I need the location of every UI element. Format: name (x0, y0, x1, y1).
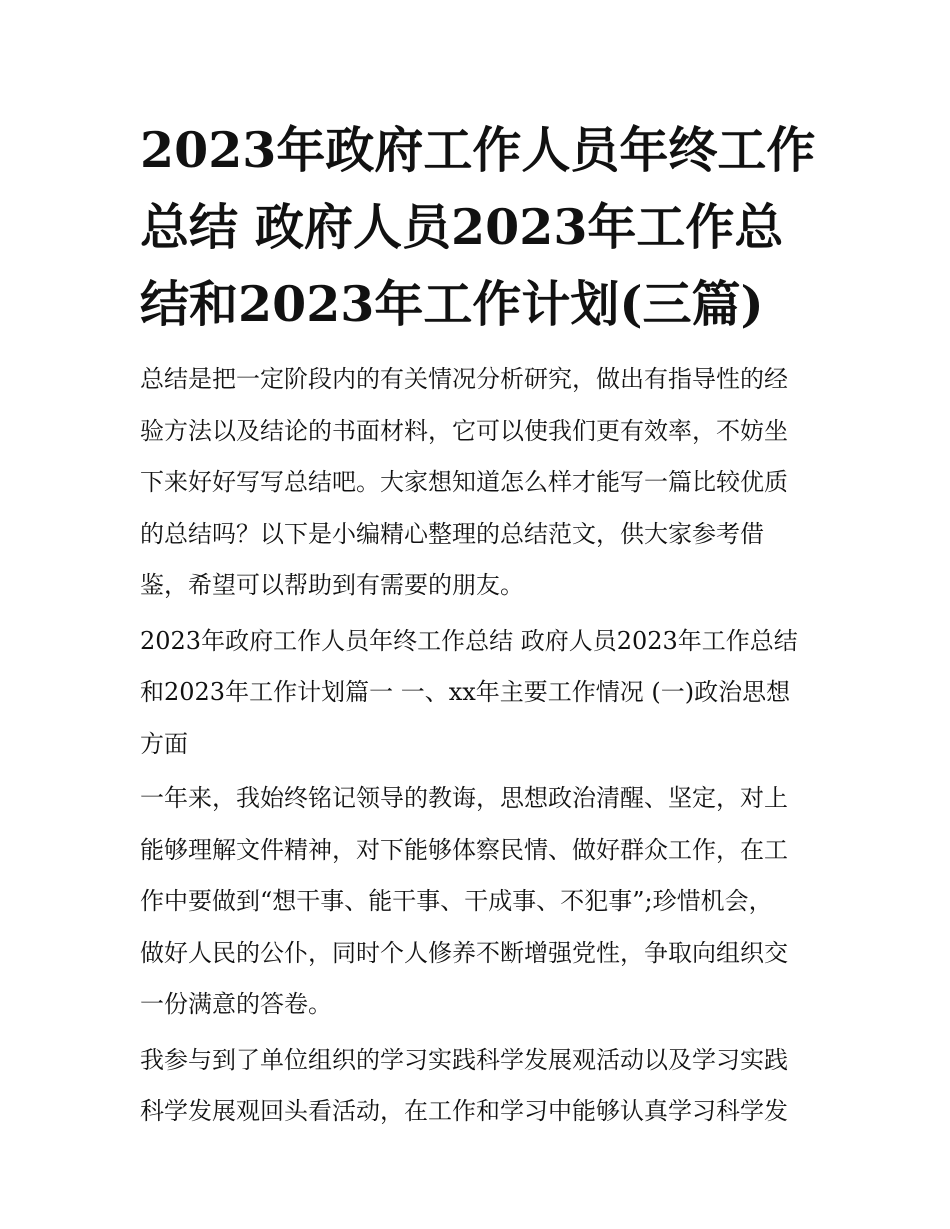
text-line: 做好人民的公仆，同时个人修养不断增强党性，争取向组织交 (140, 938, 788, 967)
text-line: 鉴，希望可以帮助到有需要的朋友。 (140, 571, 524, 599)
text-line: 作中要做到“想干事、能干事、干成事、不犯事”;珍惜机会， (140, 887, 773, 915)
intro-paragraph (140, 354, 812, 612)
text-line: 科学发展观回头看活动，在工作和学习中能够认真学习科学发 (140, 1097, 788, 1125)
text-line: 验方法以及结论的书面材料，它可以使我们更有效率，不妨坐 (140, 416, 788, 445)
text-line: 方面 (140, 729, 188, 758)
title-line: 总结 政府人员2023年工作总 (140, 198, 784, 256)
document-page (140, 112, 816, 1138)
text-line: 一年来，我始终铭记领导的教诲，思想政治清醒、坚定，对上 (140, 784, 788, 812)
body-paragraph-study (140, 1035, 812, 1138)
section-heading-paragraph (140, 616, 812, 771)
body-paragraph-political (140, 773, 812, 1031)
title-line: 结和2023年工作计划(三篇) (140, 275, 764, 333)
text-line: 总结是把一定阶段内的有关情况分析研究，做出有指导性的经 (140, 365, 788, 393)
text-line: 能够理解文件精神，对下能够体察民情、做好群众工作，在工 (140, 835, 788, 864)
text-line: 我参与到了单位组织的学习实践科学发展观活动以及学习实践 (140, 1045, 788, 1074)
text-line: 一份满意的答卷。 (140, 990, 332, 1018)
title-line: 2023年政府工作人员年终工作 (140, 121, 816, 179)
text-line: 2023年政府工作人员年终工作总结 政府人员2023年工作总结 (140, 626, 798, 655)
text-line: 的总结吗？以下是小编精心整理的总结范文，供大家参考借 (140, 519, 764, 548)
text-line: 下来好好写写总结吧。大家想知道怎么样才能写一篇比较优质 (140, 468, 788, 496)
document-title (140, 112, 816, 343)
text-line: 和2023年工作计划篇一 一、xx年主要工作情况 (一)政治思想 (140, 678, 791, 706)
